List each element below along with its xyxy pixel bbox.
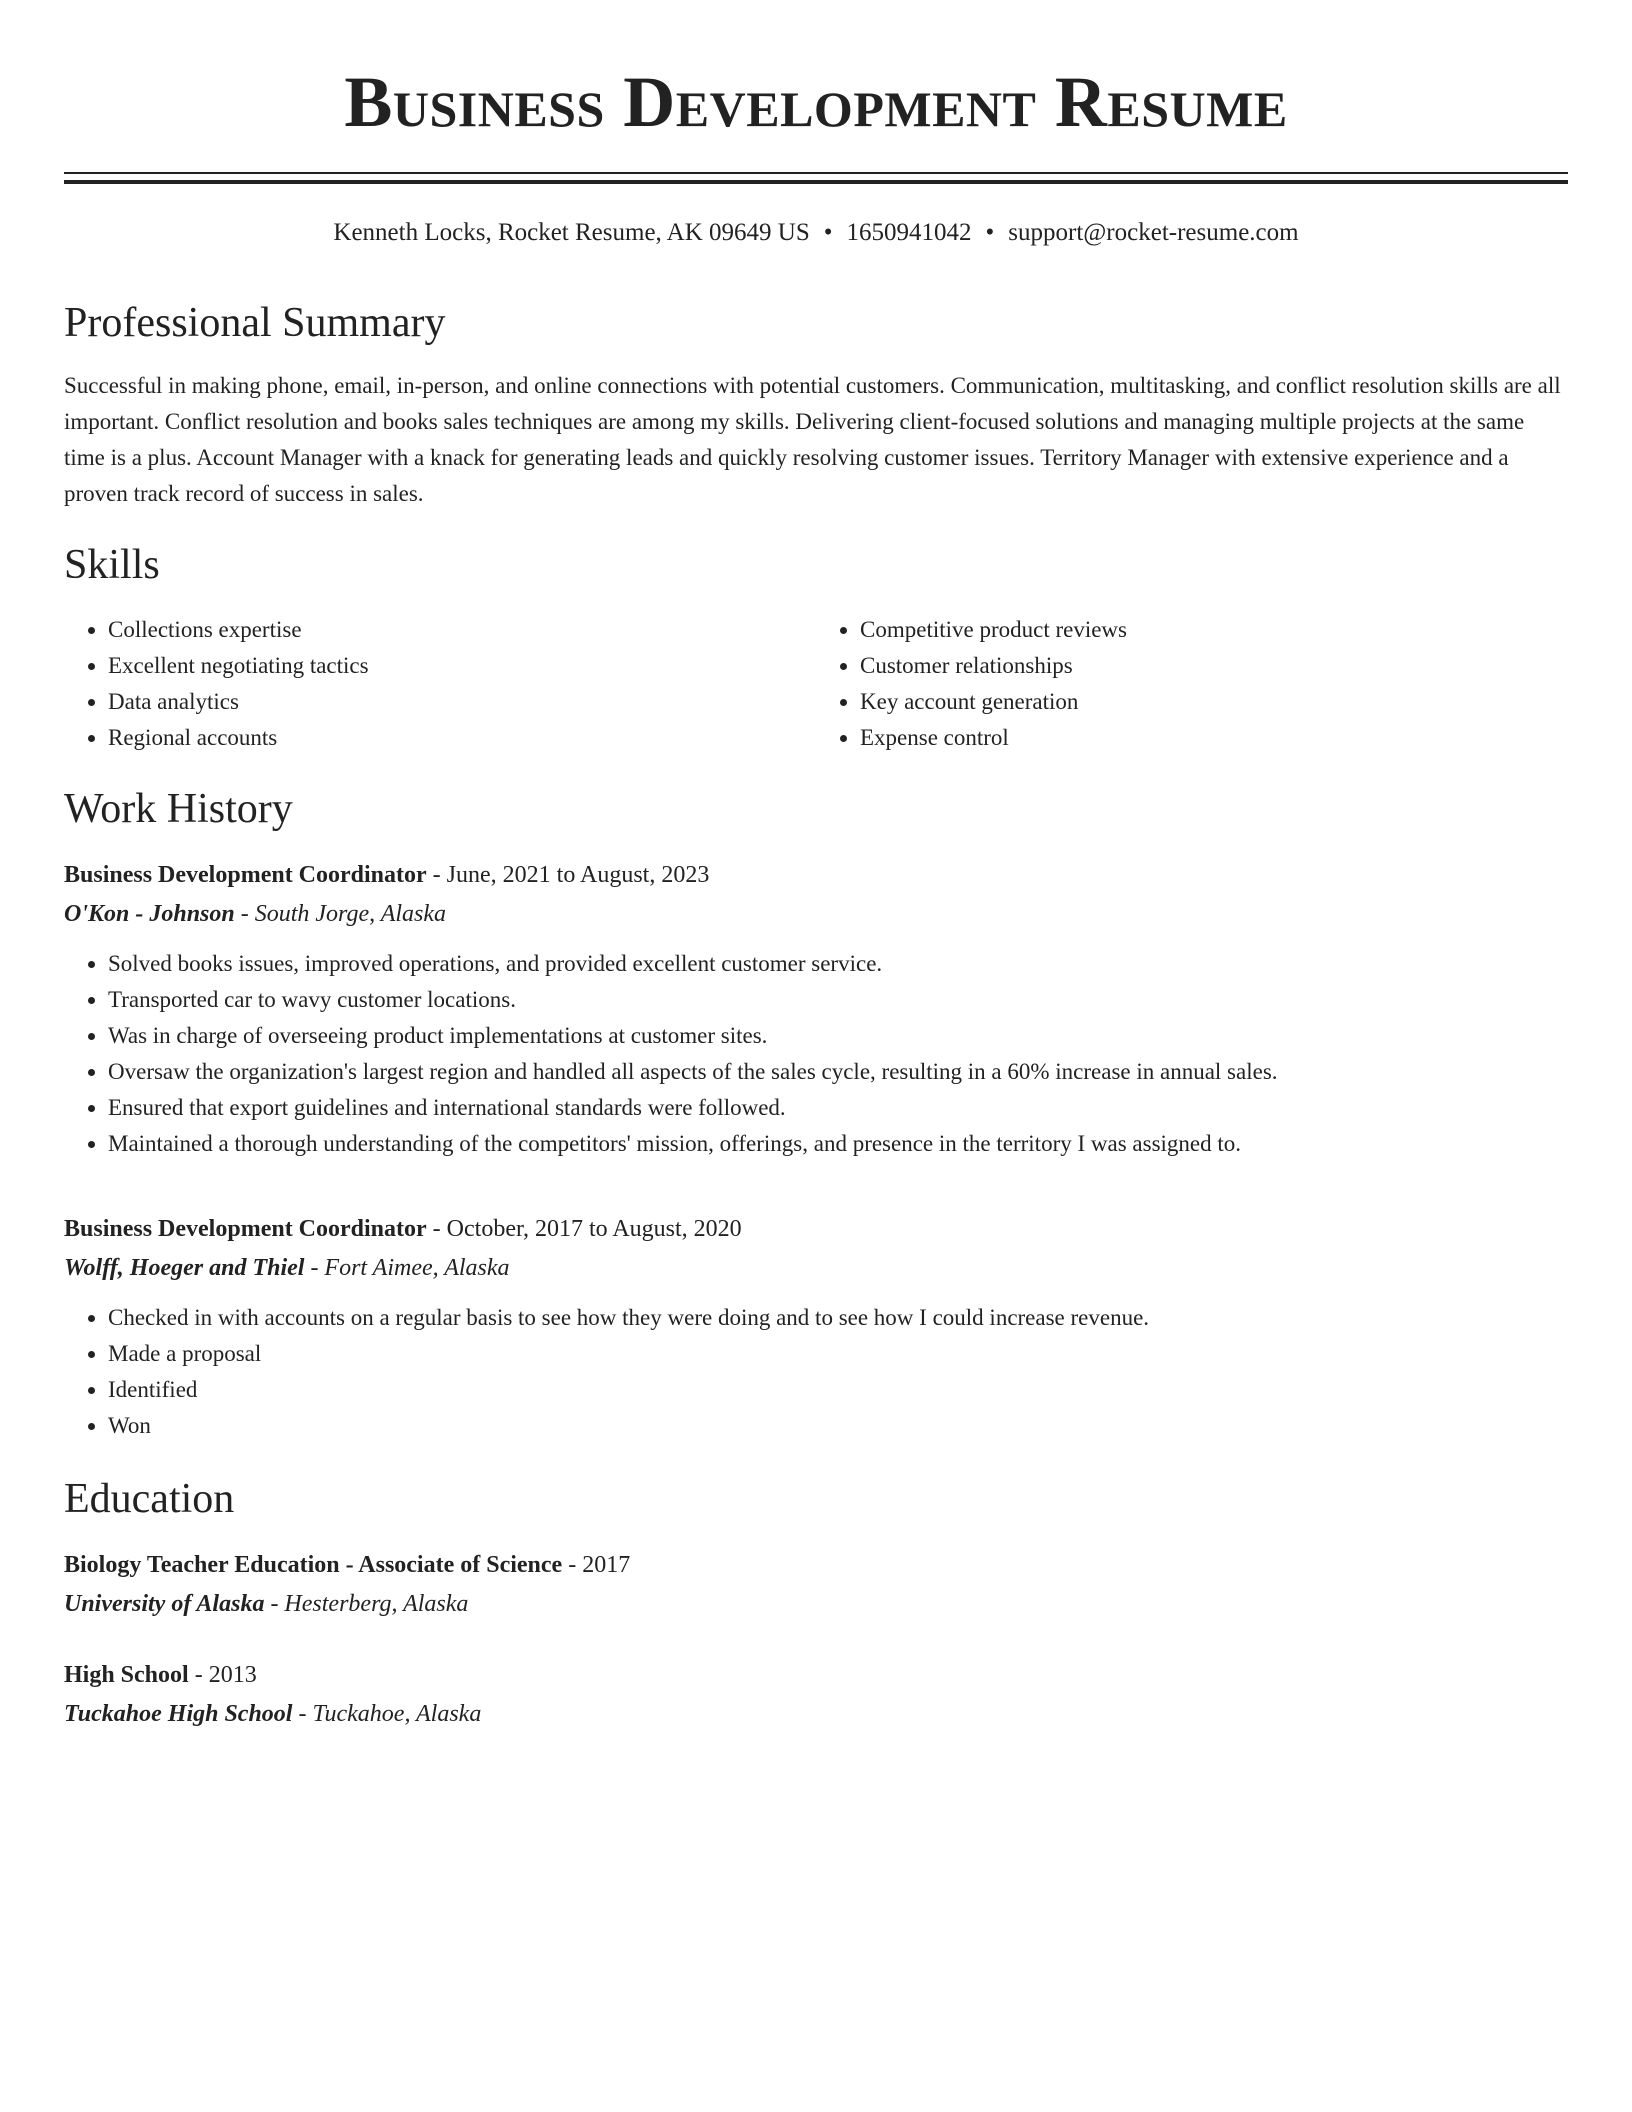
skills-heading: Skills xyxy=(64,542,160,588)
resume-title: Business Development Resume xyxy=(344,62,1288,142)
skill-item: • Collections expertise xyxy=(108,612,816,648)
contact-address: Kenneth Locks, Rocket Resume, AK 09649 US xyxy=(333,219,810,246)
job-header xyxy=(64,856,1568,894)
education-year: - 2013 xyxy=(188,1662,257,1688)
skill-item: • Customer relationships xyxy=(860,648,1568,684)
job-bullet: • Maintained a thorough understanding of the competitors' mission, offerings, and presence in the territory I was assigned to. xyxy=(108,1126,1568,1162)
education-year: - 2017 xyxy=(562,1552,631,1578)
education-entry xyxy=(64,1656,1568,1734)
job-entry xyxy=(64,1210,1568,1444)
job-company: Wolff, Hoeger and Thiel xyxy=(64,1255,305,1281)
job-bullet: • Checked in with accounts on a regular basis to see how they were doing and to see how I could increase revenue. xyxy=(108,1300,1568,1336)
education-school-line xyxy=(64,1694,1568,1734)
job-bullet: • Transported car to wavy customer locations. xyxy=(108,982,1568,1018)
education-school: Tuckahoe High School xyxy=(64,1701,293,1727)
job-location: - Fort Aimee, Alaska xyxy=(304,1255,510,1281)
summary-heading: Professional Summary xyxy=(64,300,446,346)
job-company-line xyxy=(64,894,1568,934)
summary-text: Successful in making phone, email, in-person, and online connections with potential customers. Communication, multitasking, and conflict resolution skills are all important. Conflict resolution and books sales techniques are among my skills. Delivering client-focused solutions and managing multiple projects at the same time is a plus. Account Manager with a knack for generating leads and quickly resolving customer issues. Territory Manager with extensive experience and a proven track record of success in sales. xyxy=(64,373,1561,506)
job-bullet: • Won xyxy=(108,1408,1568,1444)
job-company-line xyxy=(64,1248,1568,1288)
job-bullet: • Solved books issues, improved operations, and provided excellent customer service. xyxy=(108,946,1568,982)
job-bullet: • Made a proposal xyxy=(108,1336,1568,1372)
education-degree: High School xyxy=(64,1662,189,1688)
job-header xyxy=(64,1210,1568,1248)
title-divider-thick xyxy=(64,180,1568,184)
contact-separator: • xyxy=(985,219,995,246)
contact-line xyxy=(64,218,1568,248)
education-header xyxy=(64,1656,1568,1694)
education-location: - Tuckahoe, Alaska xyxy=(292,1701,482,1727)
contact-email: support@rocket-resume.com xyxy=(1008,219,1299,246)
education-header xyxy=(64,1546,1568,1584)
skill-item: • Data analytics xyxy=(108,684,816,720)
job-title: Business Development Coordinator xyxy=(64,862,427,888)
job-bullet: • Identified xyxy=(108,1372,1568,1408)
contact-separator: • xyxy=(823,219,833,246)
title-divider-thin xyxy=(64,172,1568,174)
skills-column-right xyxy=(816,612,1568,756)
education-degree: Biology Teacher Education - Associate of Science xyxy=(64,1552,563,1578)
job-dates: - June, 2021 to August, 2023 xyxy=(426,862,710,888)
job-bullets xyxy=(64,1300,1568,1444)
education-location: - Hesterberg, Alaska xyxy=(264,1591,469,1617)
skills-column-left xyxy=(64,612,816,756)
skills-list xyxy=(64,612,1568,756)
job-entry xyxy=(64,856,1568,1162)
job-bullet: • Was in charge of overseeing product implementations at customer sites. xyxy=(108,1018,1568,1054)
skill-item: • Key account generation xyxy=(860,684,1568,720)
contact-phone: 1650941042 xyxy=(846,219,972,246)
education-school-line xyxy=(64,1584,1568,1624)
job-dates: - October, 2017 to August, 2020 xyxy=(426,1216,742,1242)
education-entry xyxy=(64,1546,1568,1624)
skill-item: • Expense control xyxy=(860,720,1568,756)
work-history-heading: Work History xyxy=(64,786,293,832)
job-bullets xyxy=(64,946,1568,1162)
job-title: Business Development Coordinator xyxy=(64,1216,427,1242)
skill-item: • Excellent negotiating tactics xyxy=(108,648,816,684)
job-location: - South Jorge, Alaska xyxy=(234,901,447,927)
skill-item: • Regional accounts xyxy=(108,720,816,756)
job-bullet: • Ensured that export guidelines and international standards were followed. xyxy=(108,1090,1568,1126)
skill-item: • Competitive product reviews xyxy=(860,612,1568,648)
job-company: O'Kon - Johnson xyxy=(64,901,235,927)
education-school: University of Alaska xyxy=(64,1591,265,1617)
education-heading: Education xyxy=(64,1476,235,1522)
job-bullet: • Oversaw the organization's largest region and handled all aspects of the sales cycle, resulting in a 60% increase in annual sales. xyxy=(108,1054,1568,1090)
